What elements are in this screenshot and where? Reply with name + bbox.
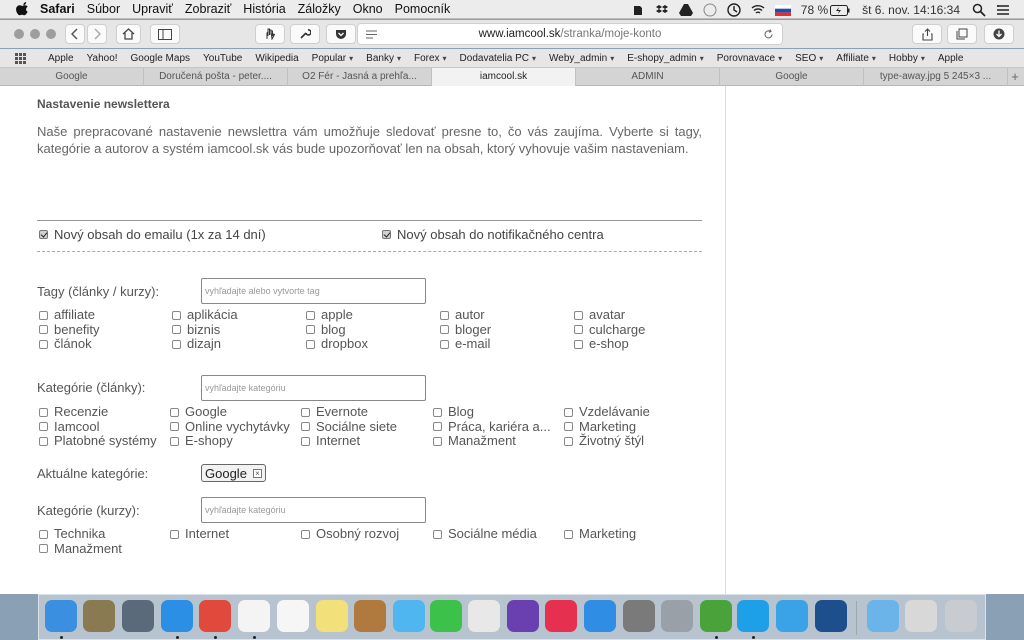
option-label: benefity <box>54 321 100 337</box>
chevron-down-icon: ▾ <box>819 53 824 63</box>
system-preferences-dock-icon[interactable] <box>623 600 655 632</box>
option-label: blog <box>321 321 346 337</box>
categories-list <box>37 405 717 455</box>
option-checkbox[interactable] <box>433 530 442 539</box>
chevron-down-icon: ▾ <box>396 53 401 63</box>
bookmark-item[interactable] <box>836 53 876 64</box>
checkbox-option[interactable] <box>433 434 516 448</box>
bookmark-label: YouTube <box>203 52 243 64</box>
option-label: culcharge <box>589 321 646 337</box>
checkbox-option[interactable] <box>574 337 629 351</box>
chevron-down-icon: ▾ <box>699 53 704 63</box>
sidebar-button[interactable] <box>150 24 180 44</box>
checkbox-option[interactable] <box>306 308 353 322</box>
bookmark-item[interactable] <box>549 53 614 64</box>
option-label: Marketing <box>579 418 637 434</box>
category-chip-label: Google <box>205 465 247 481</box>
bookmark-label: Popular <box>311 52 347 64</box>
checkbox-option[interactable] <box>564 420 636 434</box>
evernote-dock-icon[interactable] <box>700 600 732 632</box>
option-label: Sociálne siete <box>316 418 397 434</box>
checkbox-option[interactable] <box>301 434 360 448</box>
option-checkbox[interactable] <box>39 325 48 334</box>
checkbox-option[interactable] <box>301 405 368 419</box>
course-categories-label: Kategórie (kurzy): <box>37 503 140 518</box>
imovie-dock-icon[interactable] <box>507 600 539 632</box>
checkbox-option[interactable] <box>39 308 95 322</box>
notify-center-option[interactable] <box>382 227 604 242</box>
menu-item[interactable]: Pomocník <box>394 2 451 16</box>
remove-chip-icon[interactable]: × <box>253 469 262 478</box>
option-checkbox[interactable] <box>301 437 310 446</box>
chevron-down-icon: ▾ <box>778 53 783 63</box>
home-button[interactable] <box>116 24 141 44</box>
chevron-down-icon: ▾ <box>349 53 354 63</box>
reminders-dock-icon[interactable] <box>277 600 309 632</box>
menu-bar <box>0 0 1024 19</box>
bookmark-label: Google Maps <box>130 52 191 64</box>
running-indicator <box>60 636 63 639</box>
skype-dock-icon[interactable] <box>737 600 769 632</box>
option-checkbox[interactable] <box>301 408 310 417</box>
option-label: Online vychytávky <box>185 418 290 434</box>
bookmark-item[interactable] <box>414 53 447 64</box>
checkbox-option[interactable] <box>39 542 122 556</box>
quicktime-dock-icon[interactable] <box>815 600 847 632</box>
bookmark-label: Affiliate <box>836 52 869 64</box>
menu-item[interactable]: Záložky <box>297 2 341 16</box>
option-checkbox[interactable] <box>301 530 310 539</box>
current-categories-label: Aktuálne kategórie: <box>37 466 149 481</box>
intro-text: Naše prepracované nastavenie newslettra vám umožňuje sledovať presne to, čo vás zaujíma. Vyberte si tagy, kategórie a autorov a systém iamcool.sk vás bude upozorňovať len na obsah, ktorý vyhovuje vašim nastaveniam. <box>37 124 702 156</box>
checkbox-option[interactable] <box>172 323 220 337</box>
option-checkbox[interactable] <box>564 422 573 431</box>
checkbox-option[interactable] <box>301 420 397 434</box>
bookmark-label: Wikipedia <box>255 52 299 64</box>
option-checkbox[interactable] <box>574 325 583 334</box>
tab[interactable]: type-away.jpg 5 245×3 ... <box>864 68 1008 86</box>
option-label: Internet <box>316 433 361 448</box>
minimize-window-button[interactable] <box>30 29 40 39</box>
option-checkbox[interactable] <box>39 340 48 349</box>
notify-email-checkbox[interactable] <box>39 230 48 239</box>
zoom-window-button[interactable] <box>46 29 56 39</box>
apple-menu-icon[interactable] <box>16 2 30 16</box>
chrome-dock-icon[interactable] <box>199 600 231 632</box>
timemachine-status-icon[interactable] <box>727 2 741 17</box>
applications-folder-dock-icon[interactable] <box>867 600 899 632</box>
bookmark-label: Forex <box>413 52 440 64</box>
bookmark-item[interactable] <box>889 53 925 64</box>
download-icon <box>993 28 1005 40</box>
checkbox-option[interactable] <box>39 405 108 419</box>
trash-dock-icon[interactable] <box>945 600 977 632</box>
dock-separator <box>856 601 857 635</box>
option-label: článok <box>54 336 92 351</box>
option-checkbox[interactable] <box>39 437 48 446</box>
option-label: Google <box>185 405 227 419</box>
option-label: affiliate <box>54 308 95 322</box>
tools-button[interactable] <box>290 24 320 44</box>
option-label: autor <box>455 308 485 322</box>
tab[interactable]: Google <box>0 68 144 86</box>
sidebar-icon <box>158 29 172 40</box>
option-checkbox[interactable] <box>433 422 442 431</box>
tags-label: Tagy (články / kurzy): <box>37 284 160 299</box>
bookmark-item[interactable] <box>795 53 823 64</box>
running-indicator <box>176 636 179 639</box>
option-checkbox[interactable] <box>574 311 583 320</box>
tags-list <box>37 308 717 358</box>
share-button[interactable] <box>912 24 942 44</box>
course-categories-search-input[interactable]: vyhľadajte kategóriu <box>201 497 426 523</box>
tab[interactable]: ADMIN <box>576 68 720 86</box>
bookmark-item[interactable] <box>366 53 401 64</box>
option-label: Osobný rozvoj <box>316 526 400 541</box>
notification-center-icon[interactable] <box>996 2 1010 17</box>
option-label: avatar <box>589 308 626 322</box>
reload-icon[interactable] <box>763 29 774 40</box>
notify-center-label: Nový obsah do notifikačného centra <box>397 227 604 242</box>
tab[interactable]: O2 Fér - Jasná a prehľa... <box>288 68 432 86</box>
checkbox-option[interactable] <box>574 323 645 337</box>
option-label: biznis <box>187 321 221 337</box>
chevron-right-icon <box>93 28 101 40</box>
option-label: Blog <box>448 405 475 419</box>
wrench-icon <box>299 28 311 40</box>
option-label: Iamcool <box>54 418 100 434</box>
checkbox-option[interactable] <box>170 434 233 448</box>
notify-center-checkbox[interactable] <box>382 230 391 239</box>
contacts-dock-icon[interactable] <box>354 600 386 632</box>
address-bar[interactable] <box>357 23 783 45</box>
bookmark-label: E-shopy_admin <box>627 52 697 64</box>
checkbox-option[interactable] <box>39 323 100 337</box>
checkbox-option[interactable] <box>564 405 650 419</box>
forward-button[interactable] <box>87 24 107 44</box>
option-label: e-mail <box>455 336 491 351</box>
checkbox-option[interactable] <box>172 308 238 322</box>
option-label: Manažment <box>54 540 122 556</box>
web-page <box>0 86 1024 594</box>
twitter-dock-icon[interactable] <box>776 600 808 632</box>
checkbox-option[interactable] <box>440 323 491 337</box>
show-all-bookmarks-icon[interactable] <box>15 53 26 64</box>
itunes-dock-icon[interactable] <box>545 600 577 632</box>
option-label: Recenzie <box>54 405 109 419</box>
checkbox-option[interactable] <box>306 337 368 351</box>
section-title: Nastavenie newslettera <box>37 97 170 111</box>
checkbox-option[interactable] <box>39 420 100 434</box>
option-checkbox[interactable] <box>170 422 179 431</box>
window-controls <box>14 29 62 39</box>
checkbox-option[interactable] <box>564 434 644 448</box>
tab[interactable]: Doručená pošta - peter.... <box>144 68 288 86</box>
extension-button[interactable] <box>255 24 285 44</box>
reader-icon[interactable] <box>366 30 377 39</box>
battery-icon[interactable] <box>830 3 850 17</box>
menu-app-name[interactable]: Safari <box>40 2 75 16</box>
checkbox-option[interactable] <box>574 308 625 322</box>
checkbox-option[interactable] <box>433 527 537 541</box>
chevron-down-icon: ▾ <box>871 53 876 63</box>
wifi-icon[interactable] <box>751 2 765 17</box>
column-divider <box>725 86 726 594</box>
option-checkbox[interactable] <box>301 422 310 431</box>
option-checkbox[interactable] <box>306 325 315 334</box>
address-host: www.iamcool.sk <box>478 28 561 40</box>
chevron-down-icon: ▾ <box>920 53 925 63</box>
tabs-overview-button[interactable] <box>947 24 977 44</box>
browser-toolbar <box>0 20 1024 48</box>
option-checkbox[interactable] <box>306 340 315 349</box>
bookmark-item[interactable] <box>717 53 782 64</box>
option-checkbox[interactable] <box>564 408 573 417</box>
share-icon <box>922 28 933 41</box>
close-window-button[interactable] <box>14 29 24 39</box>
dock <box>38 594 986 640</box>
status-area <box>621 0 1024 19</box>
bookmark-label: Dodavatelia PC <box>459 52 530 64</box>
checkbox-option[interactable] <box>172 337 221 351</box>
checkbox-option[interactable] <box>433 405 474 419</box>
running-indicator <box>214 636 217 639</box>
tab[interactable]: Google <box>720 68 864 86</box>
hand-icon <box>264 28 276 40</box>
option-label: dizajn <box>187 336 221 351</box>
tab-active[interactable]: iamcool.sk <box>432 68 576 86</box>
bookmark-item[interactable] <box>203 53 242 64</box>
tabs-icon <box>956 28 968 40</box>
divider <box>37 220 702 221</box>
notify-email-option[interactable] <box>39 227 266 242</box>
app-store-dock-icon[interactable] <box>584 600 616 632</box>
bookmark-item[interactable] <box>938 53 964 64</box>
checkbox-option[interactable] <box>440 308 485 322</box>
option-checkbox[interactable] <box>39 422 48 431</box>
option-checkbox[interactable] <box>440 340 449 349</box>
input-language-flag-icon[interactable] <box>775 3 791 17</box>
checkbox-option[interactable] <box>301 527 399 541</box>
forklift-dock-icon[interactable] <box>83 600 115 632</box>
pocket-icon <box>335 29 347 40</box>
checkbox-option[interactable] <box>170 527 229 541</box>
bookmark-label: Porovnavace <box>716 52 776 64</box>
option-label: Životný štýl <box>579 433 645 448</box>
bookmark-label: Yahoo! <box>86 52 118 64</box>
running-indicator <box>715 636 718 639</box>
bookmark-label: Weby_admin <box>549 52 608 64</box>
bookmark-item[interactable] <box>87 53 118 64</box>
option-checkbox[interactable] <box>39 530 48 539</box>
dropbox-status-icon[interactable] <box>655 2 669 17</box>
menu-item[interactable]: Zobraziť <box>184 2 232 16</box>
new-tab-button[interactable]: + <box>1011 69 1019 84</box>
chevron-down-icon: ▾ <box>532 53 537 63</box>
option-label: Marketing <box>579 526 637 541</box>
option-label: Vzdelávanie <box>579 405 650 419</box>
address-path: /stranka/moje-konto <box>560 28 662 40</box>
option-label: e-shop <box>589 336 629 351</box>
bookmark-item[interactable] <box>460 53 537 64</box>
category-chip[interactable] <box>201 464 266 482</box>
option-checkbox[interactable] <box>574 340 583 349</box>
bookmark-label: SEO <box>795 52 817 64</box>
facetime-dock-icon[interactable] <box>430 600 462 632</box>
messages-dock-icon[interactable] <box>393 600 425 632</box>
categories-search-input[interactable]: vyhľadajte kategóriu <box>201 375 426 401</box>
option-checkbox[interactable] <box>172 325 181 334</box>
launchpad-dock-icon[interactable] <box>122 600 154 632</box>
checkbox-option[interactable] <box>306 323 346 337</box>
option-label: apple <box>321 308 353 322</box>
checkbox-option[interactable] <box>170 405 227 419</box>
bookmark-item[interactable] <box>48 53 74 64</box>
pocket-button[interactable] <box>326 24 356 44</box>
clock[interactable]: št 6. nov. 14:16:34 <box>862 2 960 17</box>
chevron-down-icon: ▾ <box>610 53 615 63</box>
bookmark-label: Apple <box>937 52 964 64</box>
photos-dock-icon[interactable] <box>468 600 500 632</box>
checkbox-option[interactable] <box>39 434 157 448</box>
downloads-dock-icon[interactable] <box>905 600 937 632</box>
menu-item[interactable]: Okno <box>352 2 383 16</box>
option-label: E-shopy <box>185 433 233 448</box>
option-label: Manažment <box>448 433 516 448</box>
option-checkbox[interactable] <box>39 311 48 320</box>
bookmark-label: Banky <box>366 52 394 64</box>
network-utility-dock-icon[interactable] <box>661 600 693 632</box>
calendar-dock-icon[interactable] <box>238 600 270 632</box>
checkbox-option[interactable] <box>440 337 490 351</box>
course-categories-list <box>37 527 717 567</box>
running-indicator <box>752 636 755 639</box>
bookmark-item[interactable] <box>627 53 704 64</box>
option-label: aplikácia <box>187 308 238 322</box>
option-label: Evernote <box>316 405 369 419</box>
option-checkbox[interactable] <box>440 325 449 334</box>
battery-percent[interactable]: 78 % <box>800 2 829 17</box>
evernote-status-icon[interactable] <box>631 2 645 17</box>
back-button[interactable] <box>65 24 85 44</box>
option-checkbox[interactable] <box>39 544 48 553</box>
option-label: Sociálne média <box>448 526 537 541</box>
spotlight-icon[interactable] <box>972 2 986 17</box>
notes-dock-icon[interactable] <box>316 600 348 632</box>
checkbox-option[interactable] <box>564 527 636 541</box>
checkbox-option[interactable] <box>39 527 105 541</box>
option-checkbox[interactable] <box>170 530 179 539</box>
bookmark-label: Hobby <box>888 52 918 64</box>
option-checkbox[interactable] <box>170 437 179 446</box>
bookmark-item[interactable] <box>312 53 353 64</box>
option-label: Práca, kariéra a... <box>448 418 551 434</box>
option-label: dropbox <box>321 336 368 351</box>
downloads-button[interactable] <box>984 24 1014 44</box>
menu-item[interactable]: Súbor <box>86 2 121 16</box>
option-checkbox[interactable] <box>172 311 181 320</box>
option-label: bloger <box>455 321 492 337</box>
notify-email-label: Nový obsah do emailu (1x za 14 dní) <box>54 227 266 242</box>
home-icon <box>122 28 135 40</box>
option-checkbox[interactable] <box>564 530 573 539</box>
bookmark-item[interactable] <box>131 53 190 64</box>
checkbox-option[interactable] <box>39 337 92 351</box>
menu-item[interactable]: Upraviť <box>132 2 173 16</box>
safari-dock-icon[interactable] <box>161 600 193 632</box>
option-label: Technika <box>54 526 106 541</box>
tab-bar <box>0 67 1024 86</box>
option-checkbox[interactable] <box>172 340 181 349</box>
chevron-down-icon: ▾ <box>442 53 447 63</box>
tags-search-input[interactable]: vyhľadajte alebo vytvorte tag <box>201 278 426 304</box>
option-checkbox[interactable] <box>440 311 449 320</box>
option-label: Internet <box>185 526 230 541</box>
option-label: Platobné systémy <box>54 433 157 448</box>
menu-item[interactable]: História <box>243 2 286 16</box>
running-indicator <box>253 636 256 639</box>
bookmark-label: Apple <box>48 52 74 64</box>
checkbox-option[interactable] <box>433 420 551 434</box>
drive-status-icon[interactable] <box>679 2 693 17</box>
checkbox-option[interactable] <box>170 420 290 434</box>
option-checkbox[interactable] <box>39 408 48 417</box>
chevron-left-icon <box>71 28 79 40</box>
option-checkbox[interactable] <box>564 437 573 446</box>
status-circle-icon[interactable] <box>703 2 717 17</box>
bookmarks-bar <box>0 49 1024 67</box>
option-checkbox[interactable] <box>170 408 179 417</box>
dashed-divider <box>37 251 702 252</box>
categories-label: Kategórie (články): <box>37 380 146 395</box>
option-checkbox[interactable] <box>433 408 442 417</box>
option-checkbox[interactable] <box>433 437 442 446</box>
finder-dock-icon[interactable] <box>45 600 77 632</box>
bookmark-item[interactable] <box>255 53 298 64</box>
option-checkbox[interactable] <box>306 311 315 320</box>
